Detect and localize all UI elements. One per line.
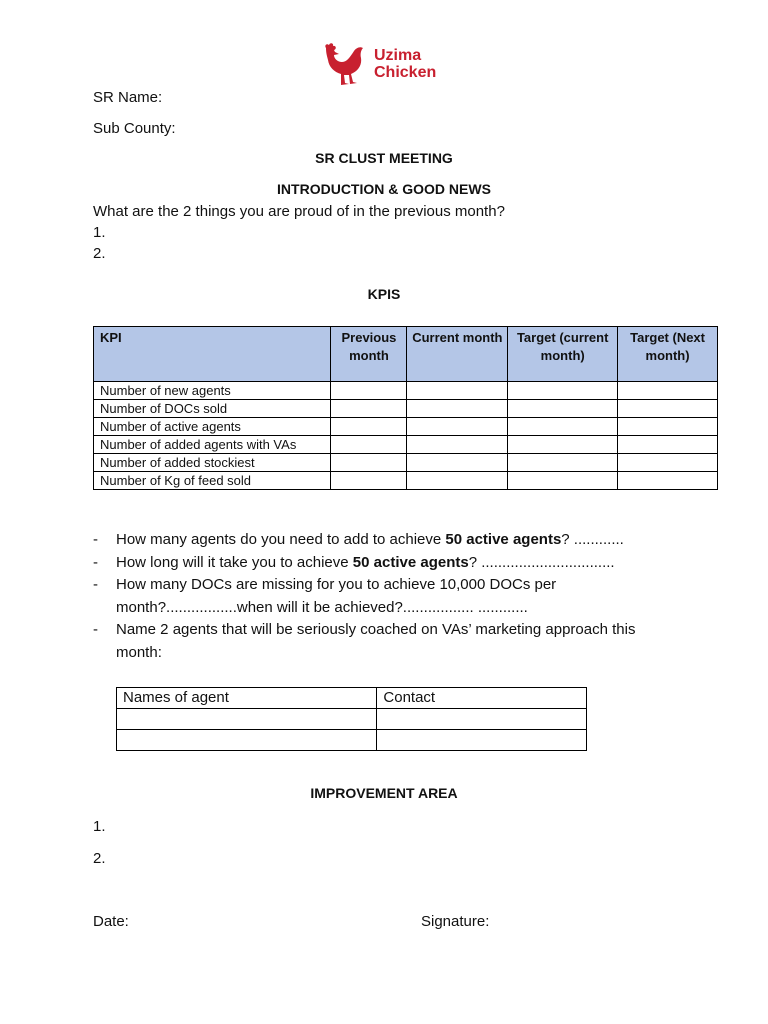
improvement-item-2: 2. xyxy=(93,850,106,867)
questions-list xyxy=(93,529,693,664)
kpi-cell[interactable] xyxy=(407,400,508,418)
rooster-icon xyxy=(320,42,366,86)
table-row xyxy=(94,382,718,400)
table-row xyxy=(117,730,587,751)
agent-contact-cell[interactable] xyxy=(377,730,587,751)
kpi-cell[interactable] xyxy=(618,418,718,436)
kpi-table xyxy=(93,326,718,490)
current-month-header: Current month xyxy=(407,327,508,382)
kpi-cell[interactable] xyxy=(508,454,618,472)
table-row xyxy=(94,436,718,454)
agent-name-cell[interactable] xyxy=(117,730,377,751)
kpi-cell[interactable] xyxy=(407,472,508,490)
kpi-cell[interactable] xyxy=(331,454,407,472)
target-next-month-header: Target (Next month) xyxy=(618,327,718,382)
improvement-item-1: 1. xyxy=(93,818,106,835)
kpi-cell[interactable] xyxy=(508,382,618,400)
kpi-cell[interactable] xyxy=(331,382,407,400)
names-of-agent-header: Names of agent xyxy=(117,688,377,709)
kpi-cell[interactable] xyxy=(618,454,718,472)
kpi-cell[interactable] xyxy=(508,436,618,454)
list-item xyxy=(93,552,693,575)
previous-month-header: Previous month xyxy=(331,327,407,382)
bullet-dash: - xyxy=(93,621,98,638)
agent-contact-cell[interactable] xyxy=(377,709,587,730)
question-3: How many DOCs are missing for you to achieve 10,000 DOCs per month?.................when will it be achieved?................. ............ xyxy=(116,576,557,616)
brand-name-line1: Uzima xyxy=(374,47,422,64)
kpi-cell[interactable] xyxy=(407,418,508,436)
date-label: Date: xyxy=(93,913,129,930)
kpi-cell[interactable] xyxy=(618,382,718,400)
bullet-dash: - xyxy=(93,576,98,593)
kpi-table-header xyxy=(94,327,718,382)
table-row xyxy=(94,418,718,436)
kpi-cell[interactable] xyxy=(618,436,718,454)
kpi-cell[interactable] xyxy=(618,472,718,490)
table-row xyxy=(94,400,718,418)
table-row xyxy=(117,709,587,730)
intro-question: What are the 2 things you are proud of in the previous month? xyxy=(93,203,505,220)
agents-table-header xyxy=(117,688,587,709)
table-row xyxy=(94,472,718,490)
intro-item-1: 1. xyxy=(93,224,106,241)
kpi-label: Number of added agents with VAs xyxy=(94,436,331,454)
table-row xyxy=(94,454,718,472)
sr-name-label: SR Name: xyxy=(93,89,163,106)
bullet-dash: - xyxy=(93,553,98,571)
intro-heading: INTRODUCTION & GOOD NEWS xyxy=(277,181,491,197)
kpi-label: Number of active agents xyxy=(94,418,331,436)
kpi-label: Number of Kg of feed sold xyxy=(94,472,331,490)
kpi-cell[interactable] xyxy=(331,436,407,454)
question-2: How long will it take you to achieve 50 active agents? ................................ xyxy=(116,553,615,571)
kpi-cell[interactable] xyxy=(508,418,618,436)
contact-header: Contact xyxy=(377,688,587,709)
kpi-cell[interactable] xyxy=(508,472,618,490)
list-item xyxy=(93,529,693,552)
sub-county-label: Sub County: xyxy=(93,120,176,137)
improvement-heading: IMPROVEMENT AREA xyxy=(310,785,458,801)
kpi-cell[interactable] xyxy=(407,436,508,454)
kpi-cell[interactable] xyxy=(331,472,407,490)
agent-name-cell[interactable] xyxy=(117,709,377,730)
target-current-month-header: Target (current month) xyxy=(508,327,618,382)
kpi-label: Number of added stockiest xyxy=(94,454,331,472)
kpi-cell[interactable] xyxy=(331,418,407,436)
kpi-cell[interactable] xyxy=(508,400,618,418)
brand-name-line2: Chicken xyxy=(374,64,437,81)
question-1: How many agents do you need to add to achieve 50 active agents? ............ xyxy=(116,531,624,548)
bullet-dash: - xyxy=(93,531,98,548)
intro-item-2: 2. xyxy=(93,245,106,262)
question-4: Name 2 agents that will be seriously coached on VAs’ marketing approach this month: xyxy=(116,621,636,661)
kpi-column-header: KPI xyxy=(94,327,331,382)
agents-table xyxy=(116,687,587,751)
list-item xyxy=(93,619,693,664)
list-item xyxy=(93,574,693,619)
kpis-heading: KPIS xyxy=(367,286,401,302)
brand-logo xyxy=(320,42,436,86)
kpi-label: Number of new agents xyxy=(94,382,331,400)
signature-label: Signature: xyxy=(421,913,490,930)
kpi-cell[interactable] xyxy=(407,454,508,472)
meeting-heading: SR CLUST MEETING xyxy=(315,150,453,166)
kpi-cell[interactable] xyxy=(618,400,718,418)
kpi-cell[interactable] xyxy=(331,400,407,418)
kpi-cell[interactable] xyxy=(407,382,508,400)
kpi-label: Number of DOCs sold xyxy=(94,400,331,418)
